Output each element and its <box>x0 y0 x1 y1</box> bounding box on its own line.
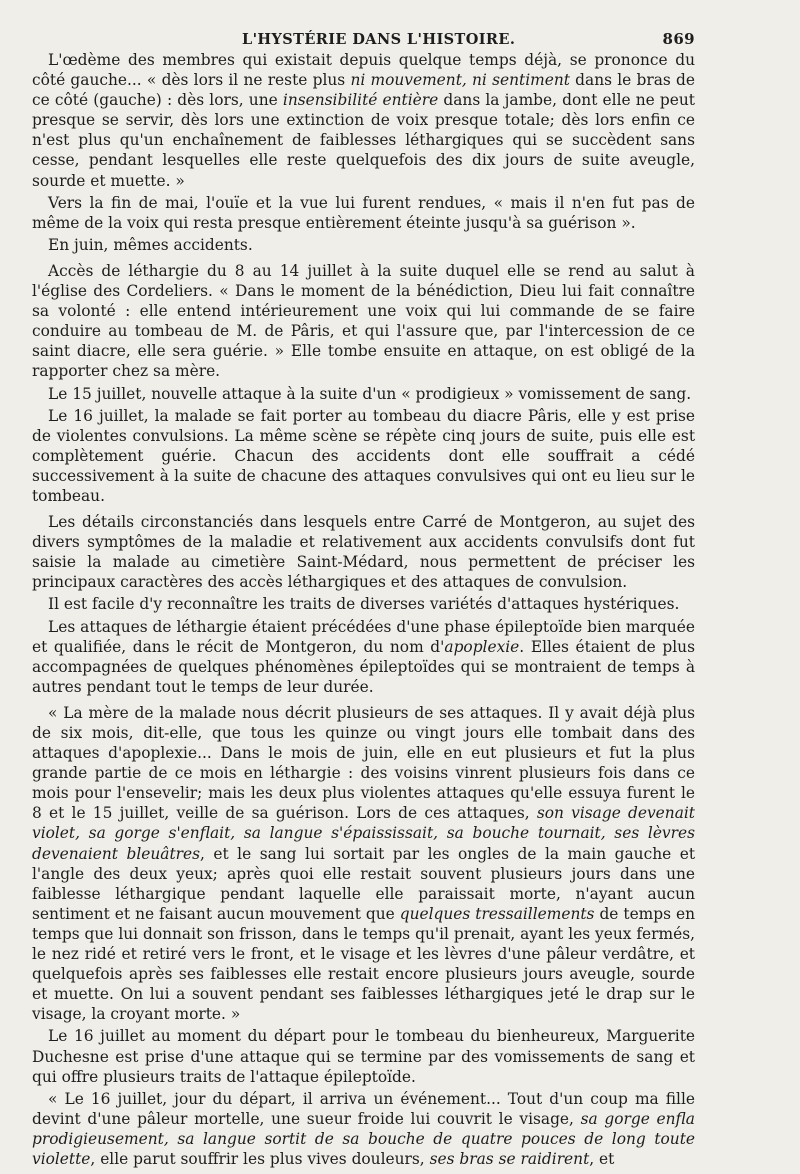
paragraph-p5 <box>32 384 695 404</box>
italic-text: ses bras se raidirent <box>429 1149 590 1168</box>
body-text <box>32 50 695 1169</box>
text-run: Le 15 juillet, nouvelle attaque à la suite d'un « prodigieux » vomissement de sang. <box>48 384 692 403</box>
paragraph-p8 <box>32 594 695 614</box>
page-number: 869 <box>662 30 695 48</box>
text-run: dans la jambe, dont elle ne peut presque se servir, dès lors une extinction de voix presque totale; dès lors enfin ce n'est plus qu'un enchaînement de faiblesses léthargiques qui se succèdent sans cesse, pendant lesquelles elle reste quelquefois des dix jours de suite aveugle, sourde et muette. » <box>32 91 695 190</box>
paragraph-p3 <box>32 235 695 255</box>
paragraph-p11 <box>32 1026 695 1086</box>
running-title: L'HYSTÉRIE DANS L'HISTOIRE. <box>242 31 516 48</box>
paragraph-p4 <box>32 261 695 382</box>
text-run: « Le 16 juillet, jour du départ, il arriva un événement... Tout d'un coup ma fille devint d'une pâleur mortelle, une sueur froide lui couvrit le visage, <box>32 1089 695 1128</box>
text-run: , et le sang lui sortait par les ongles de la main gauche et l'angle des deux yeux; après quoi elle restait souvent plusieurs jours dans une faiblesse léthargique pendant laquelle elle paraissait morte, n'ayant aucun sentiment et ne faisant aucun mouvement que <box>32 844 695 923</box>
text-run: Il est facile d'y reconnaître les traits de diverses variétés d'attaques hystériques. <box>48 595 680 614</box>
text-run: « La mère de la malade nous décrit plusieurs de ses attaques. Il y avait déjà plus de six mois, dit-elle, que tous les quinze ou vingt jours elle tombait dans des attaques d'apoplexie... Dans le mois de juin, elle en eut plusieurs et fut la plus grande partie de ce mois en léthargie : des voisins vinrent plusieurs fois dans ce mois pour l'ensevelir; mais les deux plus violentes attaques qu'elle essuya furent le 8 et le 15 juillet, veille de sa guérison. Lors de ces attaques, <box>32 703 695 823</box>
italic-text: insensibilité entière <box>282 91 439 110</box>
paragraph-p6 <box>32 406 695 506</box>
text-run: L'œdème des membres qui existait depuis quelque temps déjà, se prononce du côté gauche... « dès lors il ne reste plus <box>32 51 695 90</box>
paragraph-p9 <box>32 617 695 697</box>
text-run: Le 16 juillet au moment du départ pour le tombeau du bienheureux, Marguerite Duchesne est prise d'une attaque qui se termine par des vomissements de sang et qui offre plusieurs traits de l'attaque épileptoïde. <box>32 1027 695 1086</box>
italic-text: ni mouvement, ni sentiment <box>350 71 570 90</box>
italic-text: son visage devenait violet, sa gorge s'enflait, sa langue s'épaississait, sa bouche tournait, ses lèvres devenaient bleuâtres <box>32 804 695 863</box>
paragraph-p7 <box>32 512 695 592</box>
text-run: Les détails circonstanciés dans lesquels entre Carré de Montgeron, au sujet des divers symptômes de la maladie et relativement aux accidents convulsifs dont fut saisie la malade au cimetière Saint-Médard, nous permettent de préciser les principaux caractères des accès léthargiques et des attaques de convulsion. <box>32 513 695 592</box>
text-run: de temps en temps que lui donnait son frisson, dans le temps qu'il prenait, ayant les yeux fermés, le nez ridé et retiré vers le front, et le visage et les lèvres d'une pâleur verdâtre, et quelquefois après ses faiblesses elle restait encore plusieurs jours aveugle, sourde et muette. On lui a souvent pendant ses faiblesses léthargiques jeté le drap sur le visage, la croyant morte. » <box>32 904 696 1024</box>
text-run: , elle parut souffrir les plus vives douleurs, <box>90 1149 430 1168</box>
text-run: Vers la fin de mai, l'ouïe et la vue lui furent rendues, « mais il n'en fut pas de même de la voix qui resta presque entièrement éteinte jusqu'à sa guérison ». <box>32 193 695 232</box>
italic-text: apoplexie <box>444 637 520 656</box>
running-head <box>32 30 695 48</box>
italic-text: sa gorge enfla prodigieusement, sa langue sortit de sa bouche de quatre pouces de long toute violette <box>32 1109 695 1168</box>
text-run: Accès de léthargie du 8 au 14 juillet à la suite duquel elle se rend au salut à l'église des Cordeliers. « Dans le moment de la bénédiction, Dieu lui fait connaître sa volonté : elle entend intérieurement une voix qui lui commande de se faire conduire au tombeau de M. de Pâris, et qui l'assure que, par l'intercession de ce saint diacre, elle sera guérie. » Elle tombe ensuite en attaque, on est obligé de la rapporter chez sa mère. <box>32 261 695 381</box>
text-run: . Elles étaient de plus accompagnées de quelques phénomènes épileptoïdes qui se montraient de temps à autres pendant tout le temps de leur durée. <box>32 637 695 696</box>
text-run: Les attaques de léthargie étaient précédées d'une phase épileptoïde bien marquée et qualifiée, dans le récit de Montgeron, du nom d' <box>32 617 695 656</box>
paragraph-p12 <box>32 1089 695 1169</box>
paragraph-p2 <box>32 193 695 233</box>
text-run: En juin, mêmes accidents. <box>48 235 253 254</box>
text-run: , et <box>589 1149 615 1168</box>
text-run: Le 16 juillet, la malade se fait porter au tombeau du diacre Pâris, elle y est prise de violentes convulsions. La même scène se répète cinq jours de suite, puis elle est complètement guérie. Chacun des accidents dont elle souffrait a cédé successivement à la suite de chacune des attaques convulsives qui ont eu lieu sur le tombeau. <box>32 406 695 505</box>
paragraph-p1 <box>32 50 695 191</box>
italic-text: quelques tressaillements <box>399 904 595 923</box>
text-run: dans le bras de ce côté (gauche) : dès lors, une <box>32 71 695 110</box>
paragraph-p10 <box>32 703 695 1025</box>
